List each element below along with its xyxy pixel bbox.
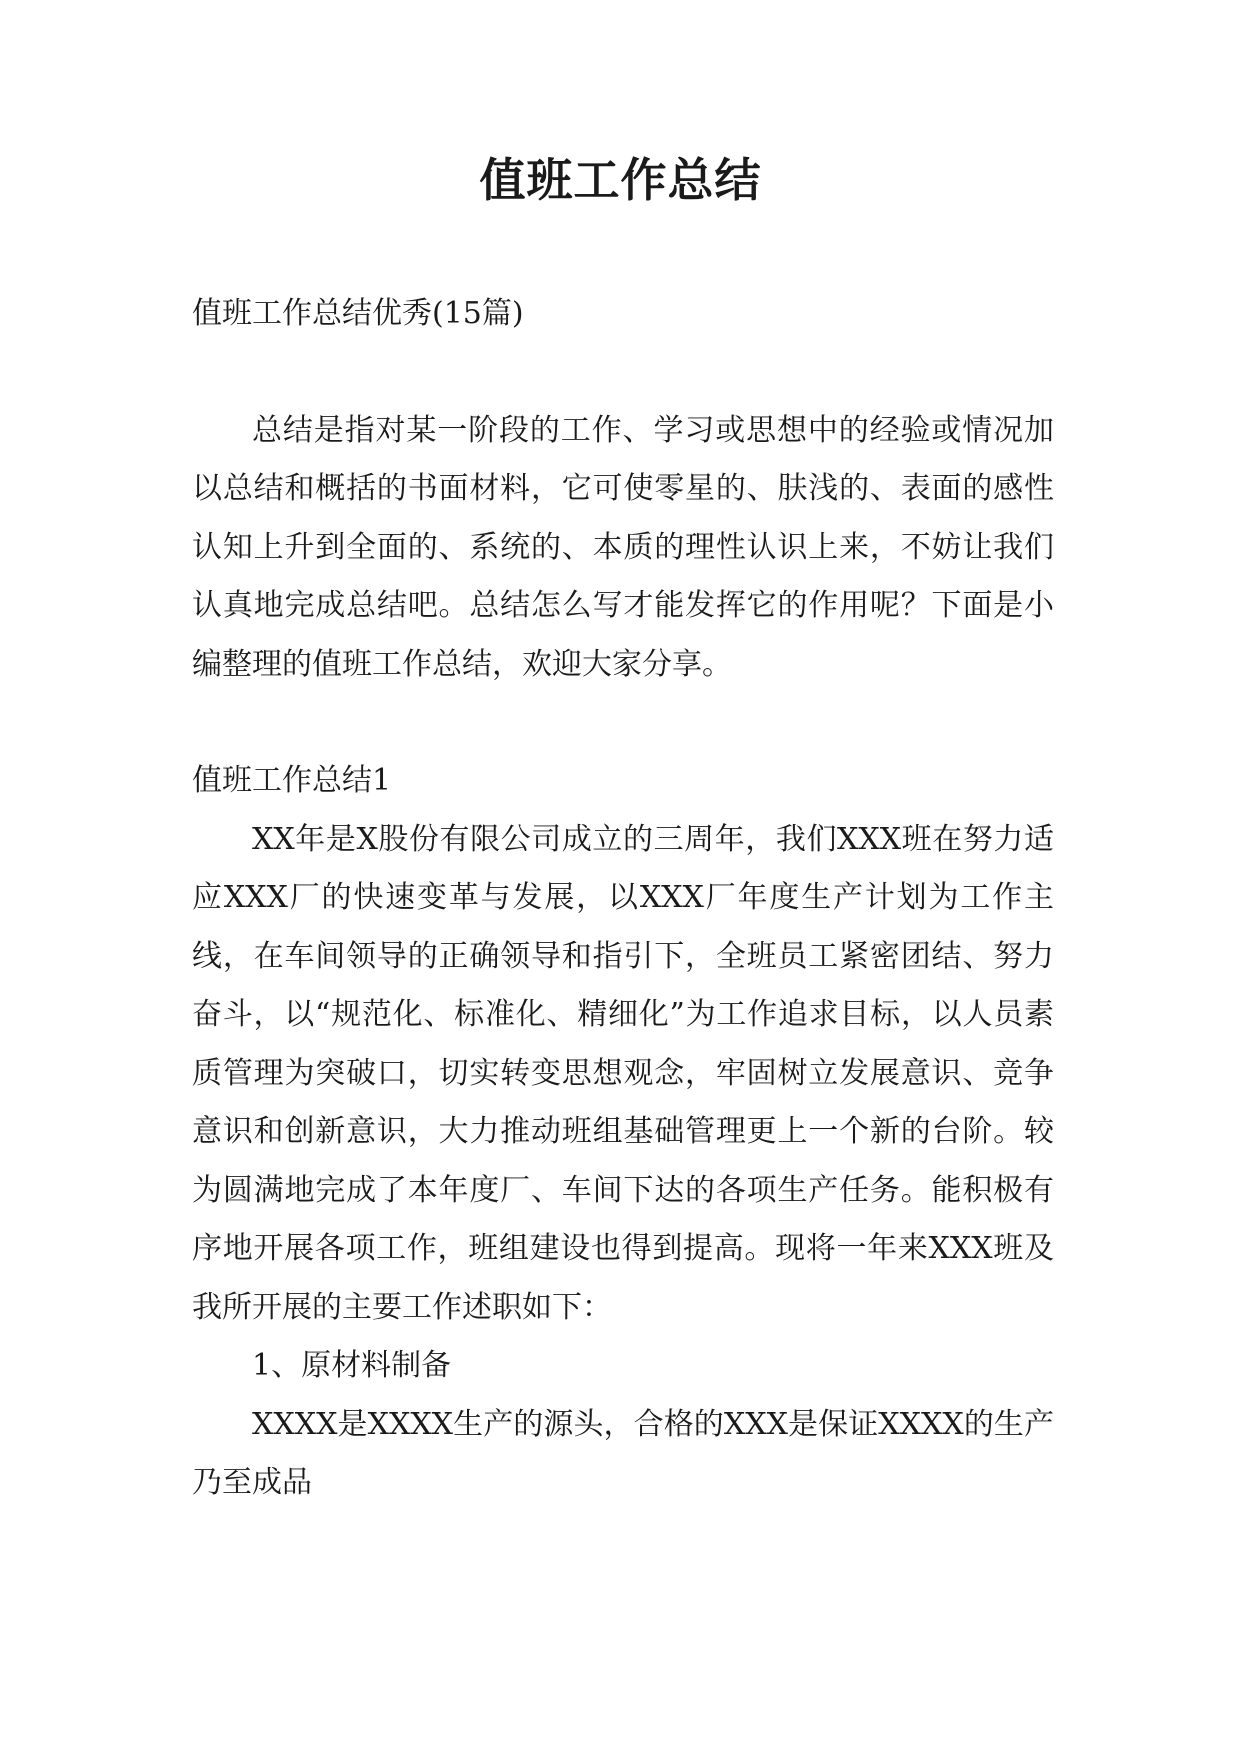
item-heading: 1、原材料制备 <box>252 1348 452 1383</box>
document-title: 值班工作总结 <box>479 153 762 207</box>
item-paragraph: XXXX是XXXX生产的源头，合格的XXX是保证XXXX的生产乃至成品 <box>192 1406 1054 1500</box>
intro-paragraph: 总结是指对某一阶段的工作、学习或思想中的经验或情况加以总结和概括的书面材料，它可使零星的、肤浅的、表面的感性认知上升到全面的、系统的、本质的理性认识上来，不妨让我们认真地完成总结吧。总结怎么写才能发挥它的作用呢？下面是小编整理的值班工作总结，欢迎大家分享。 <box>192 412 1054 682</box>
section-paragraph: XX年是X股份有限公司成立的三周年，我们XXX班在努力适应XXX厂的快速变革与发展，以XXX厂年度生产计划为工作主线，在车间领导的正确领导和指引下，全班员工紧密团结、努力奋斗，以“规范化、标准化、精细化”为工作追求目标，以人员素质管理为突破口，切实转变思想观念，牢固树立发展意识、竞争意识和创新意识，大力推动班组基础管理更上一个新的台阶。较为圆满地完成了本年度厂、车间下达的各项生产任务。能积极有序地开展各项工作，班组建设也得到提高。现将一年来XXX班及我所开展的主要工作述职如下： <box>192 821 1054 1325</box>
document-body <box>192 285 1054 1513</box>
section-heading: 值班工作总结1 <box>192 763 392 798</box>
document-subtitle: 值班工作总结优秀(15篇) <box>192 296 524 331</box>
